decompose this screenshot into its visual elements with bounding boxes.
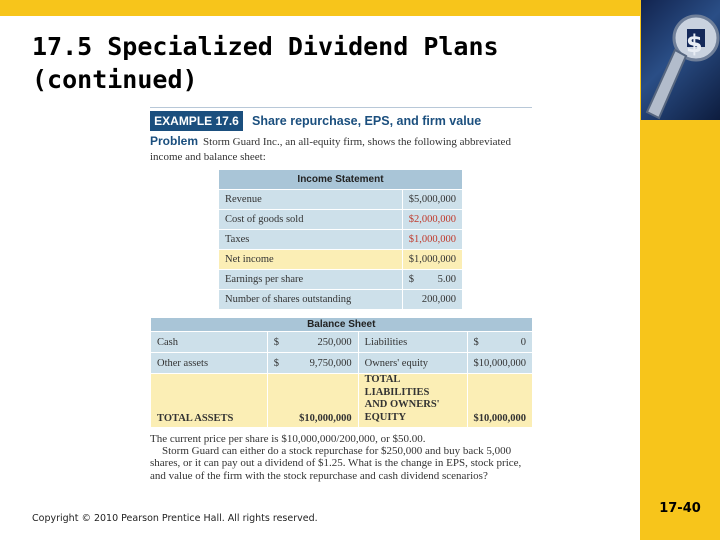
asset-value	[267, 332, 358, 353]
liability-label: Owners' equity	[358, 353, 467, 374]
amount: 5.00	[437, 274, 456, 285]
page-number: 17-40	[659, 501, 701, 516]
row-label: Earnings per share	[219, 270, 402, 290]
table-row	[151, 332, 533, 353]
income-statement-header: Income Statement	[219, 170, 462, 190]
total-liabilities-line: AND OWNERS'	[364, 399, 440, 410]
top-accent-bar	[0, 0, 640, 16]
scenario-text	[150, 433, 532, 482]
table-row	[219, 230, 462, 250]
total-assets-label: TOTAL ASSETS	[151, 374, 268, 428]
row-value	[402, 270, 462, 290]
total-liabilities-value: $10,000,000	[467, 374, 532, 428]
wrench-dollar-icon	[641, 0, 720, 120]
svg-text:$: $	[686, 30, 703, 58]
example-title: Share repurchase, EPS, and firm value	[252, 114, 482, 128]
table-row-total	[151, 374, 533, 428]
row-label: Cost of goods sold	[219, 210, 402, 230]
liability-label: Liabilities	[358, 332, 467, 353]
amount: 9,750,000	[309, 357, 352, 369]
total-liabilities-line: EQUITY	[364, 411, 407, 423]
asset-label: Other assets	[151, 353, 268, 374]
row-label: Net income	[219, 250, 402, 270]
problem-statement	[150, 134, 532, 165]
amount: 0	[520, 336, 526, 348]
amount: 250,000	[317, 336, 352, 348]
row-label: Revenue	[219, 190, 402, 210]
row-value: 200,000	[402, 290, 462, 310]
slide-title	[32, 30, 632, 96]
income-statement-table	[219, 170, 462, 309]
problem-text: Storm Guard Inc., an all-equity firm, shows the following abbreviated income and balance sheet:	[150, 136, 511, 163]
balance-sheet-header: Balance Sheet	[151, 318, 533, 332]
row-label: Taxes	[219, 230, 402, 250]
liability-value	[467, 332, 532, 353]
slide-title-line2: (continued)	[32, 65, 198, 94]
table-row-highlighted	[219, 250, 462, 270]
liability-value: $10,000,000	[467, 353, 532, 374]
row-value: $1,000,000	[402, 250, 462, 270]
copyright-notice: Copyright © 2010 Pearson Prentice Hall. All rights reserved.	[32, 513, 318, 524]
asset-label: Cash	[151, 332, 268, 353]
scenario-question-text: Storm Guard can either do a stock repurchase for $250,000 and buy back 5,000 shares, or it can pay out a dividend of $1.25. What is the change in EPS, stock price, and value of the firm with the stock repurchase and cash dividend scenarios?	[150, 445, 522, 482]
balance-sheet-table	[150, 318, 532, 427]
row-value: $1,000,000	[402, 230, 462, 250]
total-liabilities-label	[358, 374, 467, 428]
table-row	[219, 190, 462, 210]
row-value: $5,000,000	[402, 190, 462, 210]
example-top-rule	[150, 107, 532, 108]
currency-symbol: $	[273, 336, 279, 348]
table-row	[151, 353, 533, 374]
row-label: Number of shares outstanding	[219, 290, 402, 310]
asset-value	[267, 353, 358, 374]
problem-label: Problem	[150, 134, 199, 148]
price-per-share-text: The current price per share is $10,000,000/200,000, or $50.00.	[150, 433, 426, 445]
slide-title-line1: 17.5 Specialized Dividend Plans	[32, 32, 499, 61]
row-value: $2,000,000	[402, 210, 462, 230]
total-assets-value: $10,000,000	[267, 374, 358, 428]
table-row	[219, 210, 462, 230]
table-row	[219, 270, 462, 290]
table-row	[219, 290, 462, 310]
example-tag: EXAMPLE 17.6	[150, 111, 243, 131]
currency-symbol: $	[273, 357, 279, 369]
total-liabilities-line: TOTAL LIABILITIES	[364, 374, 430, 398]
currency-symbol: $	[408, 274, 414, 285]
currency-symbol: $	[473, 336, 479, 348]
